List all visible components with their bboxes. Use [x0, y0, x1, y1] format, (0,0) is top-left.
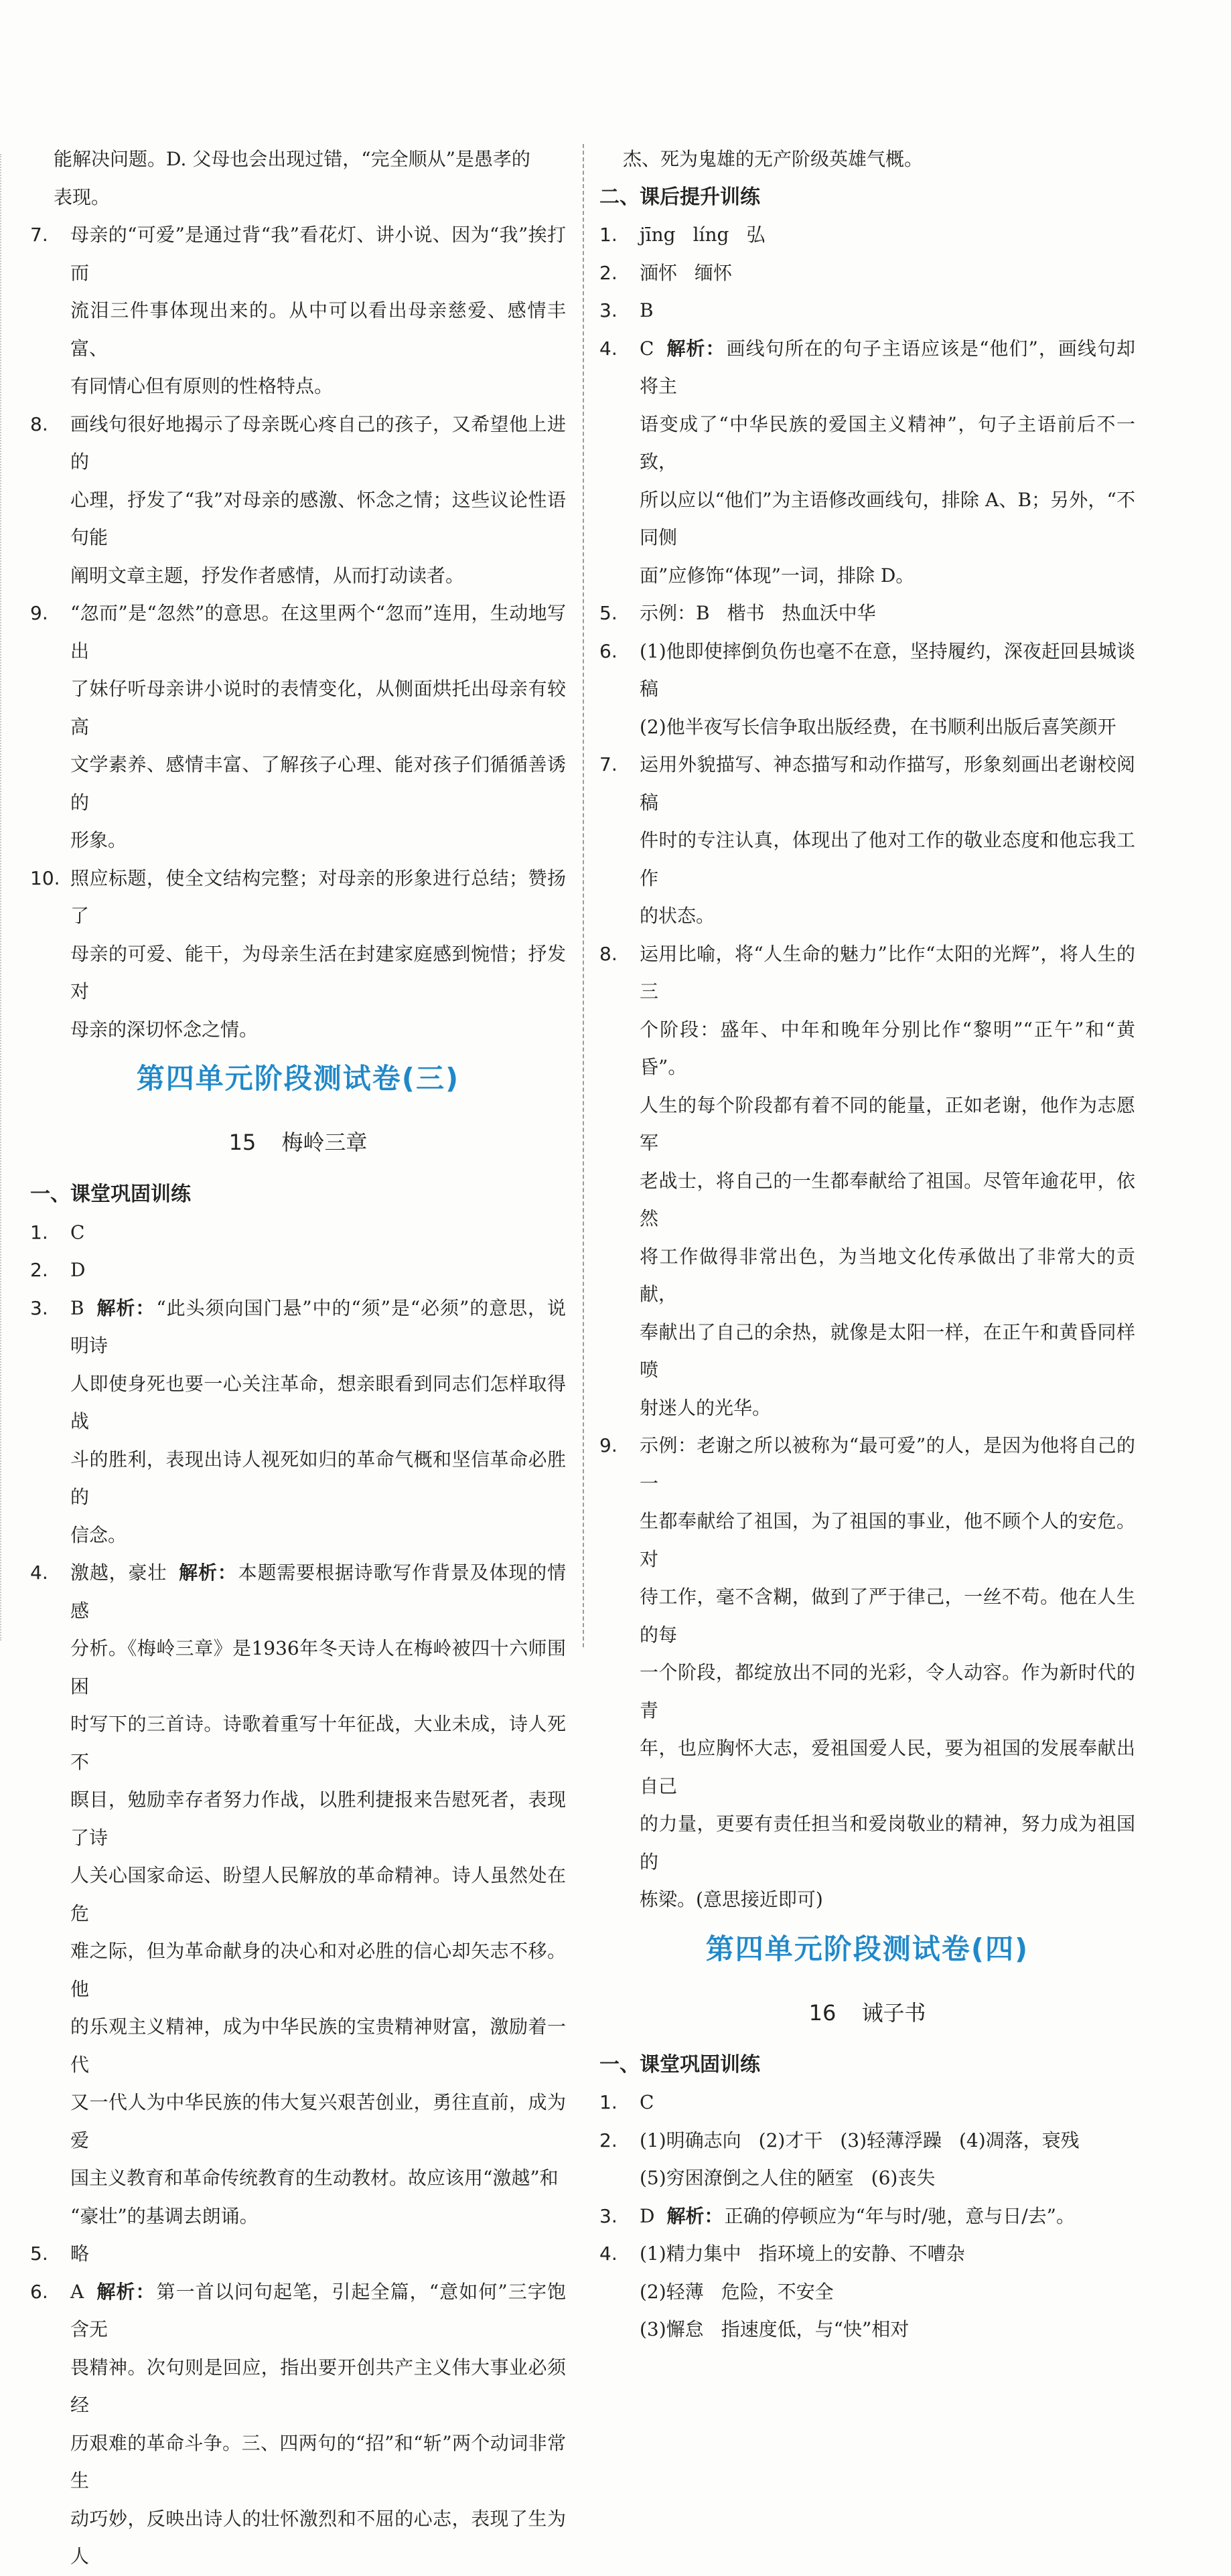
answer-8 — [599, 935, 1135, 1428]
answer-line: 斗的胜利，表现出诗人视死如归的革命气概和坚信革命必胜的 — [70, 1448, 566, 1508]
answer-line: (1)他即使摔倒负伤也毫不在意，坚持履约，深夜赶回县城谈稿 — [640, 639, 1135, 700]
answer-line — [640, 2160, 1135, 2198]
answer-line: 文学素养、感情丰富、了解孩子心理、能对孩子们循循善诱的 — [70, 753, 566, 814]
answer-line — [640, 2122, 1135, 2160]
analysis-label: 解析： — [179, 1562, 237, 1584]
answer-number: 9. — [30, 602, 48, 624]
answer-number: 1. — [599, 2091, 618, 2113]
answer-2 — [30, 1252, 566, 1290]
right-column — [599, 141, 1135, 2349]
continuation-line: 表现。 — [54, 185, 111, 208]
answer-line: 时写下的三首诗。诗歌着重写十年征战，大业未成，诗人死不 — [70, 1713, 566, 1773]
answer-key: A — [70, 2280, 84, 2303]
answer-10 — [30, 860, 566, 1049]
answer-part: (3)懈怠 — [640, 2318, 704, 2340]
answer-line — [70, 2273, 566, 2349]
answer-line — [640, 595, 1135, 633]
answer-number: 10. — [30, 866, 60, 889]
answer-line: 信念。 — [70, 1523, 127, 1546]
lesson-title: 梅岭三章 — [281, 1130, 368, 1155]
answer-number: 9. — [599, 1434, 618, 1456]
answer-line — [640, 2198, 1135, 2236]
answer-number: 4. — [599, 337, 618, 360]
answer-line: 件时的专注认真，体现出了他对工作的敬业态度和他忘我工作 — [640, 829, 1135, 889]
answer-part: (1)明确志向 — [640, 2129, 741, 2151]
answer-line — [640, 330, 1135, 406]
page-edge-mark — [0, 154, 1, 1641]
answer-line: 的乐观主义精神，成为中华民族的宝贵精神财富，激励着一代 — [70, 2016, 566, 2076]
answer-key: B — [70, 1296, 84, 1319]
answer-4 — [599, 2235, 1135, 2349]
answer-4 — [599, 330, 1135, 595]
pinyin: jīng — [640, 224, 676, 246]
answer-line: 心理，抒发了“我”对母亲的感激、怀念之情；这些议论性语句能 — [70, 488, 566, 548]
answer-number: 7. — [30, 224, 48, 246]
section-heading: 一、课堂巩固训练 — [30, 1183, 191, 1206]
answer-part: (4)凋落，衰残 — [959, 2129, 1080, 2151]
lesson-number: 15 — [228, 1130, 257, 1155]
answer-7 — [30, 216, 566, 406]
answer-number: 3. — [599, 2204, 618, 2227]
answer-line — [640, 2273, 1135, 2312]
answer-line: (2)他半夜写长信争取出版经费，在书顺利出版后喜笑颜开 — [640, 715, 1116, 738]
answer-part: 指环境上的安静、不嘈杂 — [758, 2243, 965, 2265]
answer-4 — [30, 1554, 566, 2235]
answer-line: 年，也应胸怀大志，爱祖国爱人民，要为祖国的发展奉献出自己 — [640, 1737, 1135, 1797]
answer-line: B — [640, 299, 654, 321]
answer-line — [640, 216, 1135, 254]
answer-1 — [30, 1214, 566, 1252]
answer-key: 激越，豪壮 — [70, 1562, 167, 1584]
answer-part: (6)丧失 — [871, 2167, 936, 2189]
analysis-text: 本题需要根据诗歌写作背景及体现的情感 — [70, 1562, 566, 1622]
analysis-text: 正确的停顿应为“年与时/驰，意与日/去”。 — [724, 2204, 1075, 2227]
word: 湎怀 — [640, 261, 678, 284]
answer-line: 画线句很好地揭示了母亲既心疼自己的孩子，又希望他上进的 — [70, 412, 566, 473]
answer-key: C — [640, 337, 654, 360]
answer-6 — [599, 633, 1135, 747]
lesson-heading — [599, 1979, 1135, 2046]
answer-line: 一个阶段，都绽放出不同的光彩，令人动容。作为新时代的青 — [640, 1661, 1135, 1722]
analysis-text: 画线句所在的句子主语应该是“他们”，画线句却将主 — [640, 337, 1135, 397]
answer-part: 热血沃中华 — [782, 602, 876, 624]
answer-number: 2. — [30, 1259, 48, 1281]
answer-number: 8. — [599, 942, 618, 965]
answer-number: 2. — [599, 2129, 618, 2151]
answer-part: 楷书 — [727, 602, 765, 624]
lesson-title: 诫子书 — [861, 1999, 926, 2026]
answer-line: 生都奉献给了祖国，为了祖国的事业，他不顾个人的安危。对 — [640, 1510, 1135, 1570]
answer-5 — [599, 595, 1135, 633]
answer-line: 略 — [70, 2243, 90, 2265]
answer-part: (1)精力集中 — [640, 2243, 741, 2265]
continuation-line: 能解决问题。D. 父母也会出现过错，“完全顺从”是愚孝的 — [54, 148, 530, 170]
answer-part: (2)轻薄 — [640, 2280, 704, 2303]
column-divider — [583, 144, 584, 1647]
answer-line: 人关心国家命运、盼望人民解放的革命精神。诗人虽然处在危 — [70, 1864, 566, 1924]
answer-line — [640, 2235, 1135, 2273]
answer-line — [640, 254, 1135, 293]
answer-3 — [30, 1290, 566, 1555]
word: 缅怀 — [695, 261, 733, 284]
answer-line: “豪壮”的基调去朗诵。 — [70, 2204, 259, 2227]
answer-line: 形象。 — [70, 829, 127, 851]
answer-line: 个阶段：盛年、中年和晚年分别比作“黎明”“正午”和“黄昏”。 — [640, 1018, 1135, 1078]
answer-line: 动巧妙，反映出诗人的壮怀激烈和不屈的心志，表现了生为人 — [70, 2507, 566, 2567]
answer-6 — [30, 2273, 566, 2576]
answer-line: 分析。《梅岭三章》是1936年冬天诗人在梅岭被四十六师围困 — [70, 1637, 566, 1697]
answer-line — [70, 1290, 566, 1365]
answer-3 — [599, 2198, 1135, 2236]
answer-line: 畏精神。次句则是回应，指出要开创共产主义伟大事业必须经 — [70, 2356, 566, 2416]
answer-9 — [599, 1427, 1135, 1919]
answer-number: 1. — [599, 224, 618, 246]
answer-2 — [599, 254, 1135, 293]
lesson-heading — [30, 1109, 566, 1176]
answer-line: 有同情心但有原则的性格特点。 — [70, 375, 334, 397]
answer-5 — [30, 2235, 566, 2273]
answer-2 — [599, 2122, 1135, 2198]
answer-number: 8. — [30, 412, 48, 435]
answer-line — [640, 2311, 1135, 2349]
answer-part: (3)轻薄浮躁 — [840, 2129, 942, 2151]
answer-line: 将工作做得非常出色，为当地文化传承做出了非常大的贡献， — [640, 1245, 1135, 1305]
answer-number: 4. — [599, 2243, 618, 2265]
answer-number: 4. — [30, 1562, 48, 1584]
answer-number: 6. — [599, 639, 618, 662]
answer-line: 运用外貌描写、神态描写和动作描写，形象刻画出老谢校阅稿 — [640, 753, 1135, 814]
section-heading: 一、课堂巩固训练 — [599, 2052, 760, 2076]
answer-line: D — [70, 1259, 86, 1281]
analysis-label: 解析： — [666, 337, 725, 360]
answer-line: 老战士，将自己的一生都奉献给了祖国。尽管年逾花甲，依然 — [640, 1169, 1135, 1229]
answer-line: C — [70, 1221, 85, 1243]
answer-line: 的力量，更要有责任担当和爱岗敬业的精神，努力成为祖国的 — [640, 1813, 1135, 1873]
unit-test-title: 第四单元阶段测试卷(四) — [705, 1932, 1029, 1965]
answer-part: 示例：B — [640, 602, 710, 624]
unit-test-title: 第四单元阶段测试卷(三) — [136, 1062, 460, 1095]
answer-line: 照应标题，使全文结构完整；对母亲的形象进行总结；赞扬了 — [70, 866, 566, 927]
answer-number: 3. — [599, 299, 618, 321]
answer-part: (5)穷困潦倒之人住的陋室 — [640, 2167, 854, 2189]
answer-line: 的状态。 — [640, 905, 715, 927]
analysis-label: 解析： — [96, 2280, 155, 2303]
answer-line: 运用比喻，将“人生命的魅力”比作“太阳的光辉”，将人生的三 — [640, 942, 1135, 1002]
continuation-line: 杰、死为鬼雄的无产阶级英雄气概。 — [623, 148, 924, 170]
answer-line: 栋梁。(意思接近即可) — [640, 1888, 823, 1910]
answer-line: 奉献出了自己的余热，就像是太阳一样，在正午和黄昏同样喷 — [640, 1320, 1135, 1381]
answer-line: 难之际，但为革命献身的决心和对必胜的信心却矢志不移。他 — [70, 1940, 566, 2000]
answer-line: 待工作，毫不含糊，做到了严于律己，一丝不苟。他在人生的每 — [640, 1586, 1135, 1646]
answer-line: 了妹仔听母亲讲小说时的表情变化，从侧面烘托出母亲有较高 — [70, 678, 566, 738]
answer-line — [70, 1554, 566, 1630]
answer-line: C — [640, 2091, 654, 2113]
section-heading: 二、课后提升训练 — [599, 185, 760, 209]
answer-line: 示例：老谢之所以被称为“最可爱”的人，是因为他将自己的一 — [640, 1434, 1135, 1495]
answer-3 — [599, 292, 1135, 330]
answer-key: D — [640, 2204, 655, 2227]
analysis-text: “此头须向国门悬”中的“须”是“必须”的意思，说明诗 — [70, 1296, 566, 1357]
answer-line: 历艰难的革命斗争。三、四两句的“招”和“斩”两个动词非常生 — [70, 2431, 566, 2492]
answer-number: 6. — [30, 2280, 48, 2303]
analysis-text: 第一首以问句起笔，引起全篇，“意如何”三字饱含无 — [70, 2280, 566, 2340]
left-column — [30, 141, 566, 2576]
character: 弘 — [746, 224, 766, 246]
answer-number: 7. — [599, 753, 618, 775]
answer-1 — [599, 216, 1135, 254]
answer-7 — [599, 746, 1135, 935]
answer-line: 语变成了“中华民族的爱国主义精神”，句子主语前后不一致， — [640, 412, 1135, 473]
answer-number: 2. — [599, 261, 618, 284]
answer-line: 阐明文章主题，抒发作者感情，从而打动读者。 — [70, 564, 465, 587]
answer-line: 人即使身死也要一心关注革命，想亲眼看到同志们怎样取得战 — [70, 1372, 566, 1432]
answer-number: 1. — [30, 1221, 48, 1243]
answer-part: 危险，不安全 — [721, 2280, 834, 2303]
answer-1 — [599, 2084, 1135, 2122]
answer-line: 面”应修饰“体现”一词，排除 D。 — [640, 564, 915, 587]
answer-line: 母亲的深切怀念之情。 — [70, 1018, 259, 1041]
answer-line: 射迷人的光华。 — [640, 1396, 772, 1419]
answer-8 — [30, 406, 566, 595]
answer-line: “忽而”是“忽然”的意思。在这里两个“忽而”连用，生动地写出 — [70, 602, 566, 662]
answer-line: 所以应以“他们”为主语修改画线句，排除 A、B；另外，“不同侧 — [640, 488, 1135, 548]
answer-9 — [30, 595, 566, 860]
answer-part: (2)才干 — [758, 2129, 823, 2151]
lesson-number: 16 — [808, 1999, 837, 2026]
pinyin: líng — [693, 224, 729, 246]
answer-number: 5. — [599, 602, 618, 624]
answer-number: 3. — [30, 1296, 48, 1319]
answer-line: 母亲的可爱、能干，为母亲生活在封建家庭感到惋惜；抒发对 — [70, 942, 566, 1002]
answer-line: 流泪三件事体现出来的。从中可以看出母亲慈爱、感情丰富、 — [70, 299, 566, 360]
answer-part: 指速度低，与“快”相对 — [721, 2318, 910, 2340]
answer-line: 瞑目，勉励幸存者努力作战，以胜利捷报来告慰死者，表现了诗 — [70, 1789, 566, 1849]
answer-line: 国主义教育和革命传统教育的生动教材。故应该用“激越”和 — [70, 2167, 559, 2189]
answer-line: 又一代人为中华民族的伟大复兴艰苦创业，勇往直前，成为爱 — [70, 2091, 566, 2151]
analysis-label: 解析： — [666, 2204, 723, 2227]
answer-line: 母亲的“可爱”是通过背“我”看花灯、讲小说、因为“我”挨打而 — [70, 224, 566, 284]
answer-number: 5. — [30, 2243, 48, 2265]
answer-line: 人生的每个阶段都有着不同的能量，正如老谢，他作为志愿军 — [640, 1093, 1135, 1154]
analysis-label: 解析： — [96, 1296, 155, 1319]
